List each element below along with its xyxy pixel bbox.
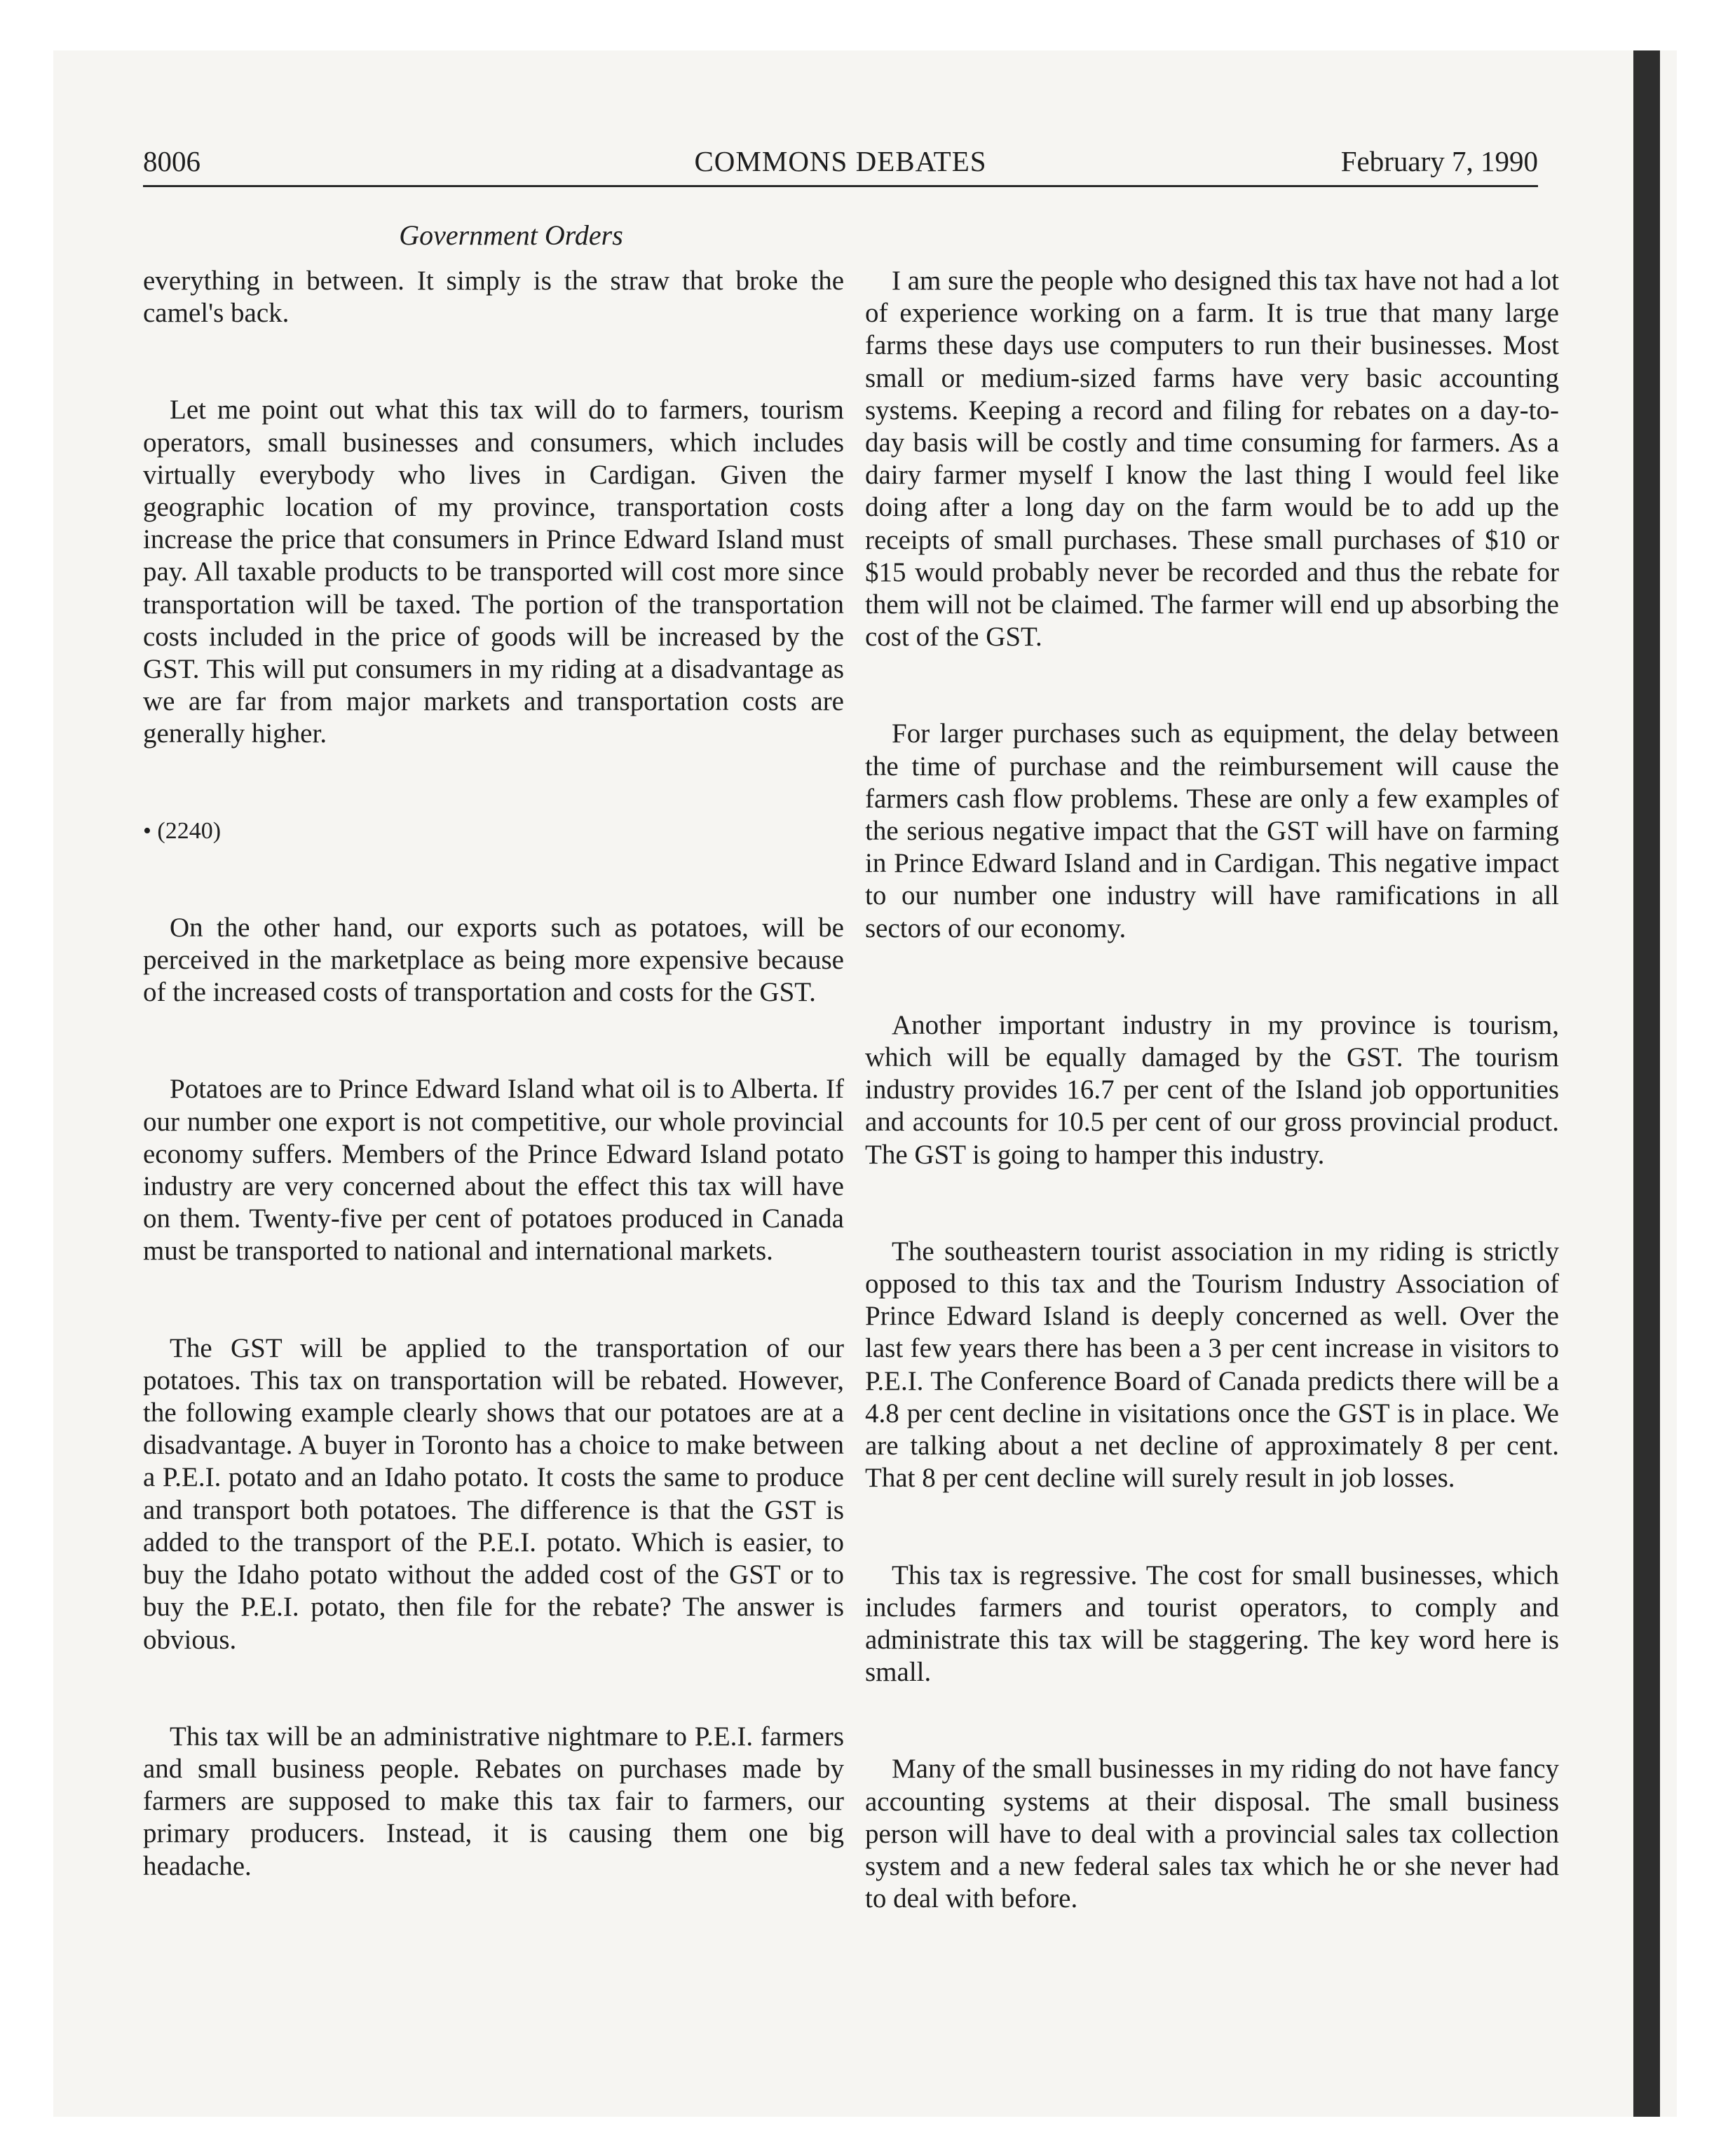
paragraph: Another important industry in my province is tourism, which will be equally damaged by the GST. The tourism industry provides 16.7 per cent of the Island job opportunities and accounts for 10.5 per cent of our gross provincial product. The GST is going to hamper this industry. (865, 1009, 1559, 1170)
paragraph: Potatoes are to Prince Edward Island what oil is to Alberta. If our number one export is not competitive, our whole provincial economy suffers. Members of the Prince Edward Island potato industry are very concerned about the effect this tax will have on them. Twenty-five per cent of potatoes produced in Canada must be transported to national and international markets. (143, 1074, 844, 1267)
page-number: 8006 (143, 145, 200, 177)
paragraph: This tax will be an administrative nightmare to P.E.I. farmers and small business people. Rebates on purchases made by farmers are supposed to make this tax fair to farmers, our primary producers. Instead, it is causing them one big headache. (143, 1721, 844, 1881)
paragraph: The southeastern tourist association in my riding is strictly opposed to this tax and the Tourism Industry Association of Prince Edward Island is deeply concerned as well. Over the last few years there has been a 3 per cent increase in visitors to P.E.I. The Conference Board of Canada predicts there will be a 4.8 per cent decline in visitations once the GST is in place. We are talking about a net decline of approximately 8 per cent. That 8 per cent decline will surely result in job losses. (865, 1236, 1559, 1494)
section-title: Government Orders (399, 219, 623, 251)
time-marker: • (2240) (143, 817, 222, 844)
paragraph: Many of the small businesses in my riding do not have fancy accounting systems at their disposal. The small business person will have to deal with a provincial sales tax collection system and a new federal sales tax which he or she never had to deal with before. (865, 1754, 1559, 1914)
paragraph: I am sure the people who designed this tax have not had a lot of experience working on a farm. It is true that many large farms these days use computers to run their businesses. Most small or medium-sized farms have very basic accounting systems. Keeping a record and filing for rebates on a day-to-day basis will be costly and time consuming for farmers. As a dairy farmer myself I know the last thing I would feel like doing after a long day on the farm would be to add up the receipts of small purchases. These small purchases of $10 or $15 would probably never be recorded and thus the rebate for them will not be claimed. The farmer will end up absorbing the cost of the GST. (865, 266, 1559, 653)
left-column (143, 265, 844, 1947)
page-header (143, 137, 1538, 186)
header-rule (143, 185, 1538, 187)
paragraph: The GST will be applied to the transportation of our potatoes. This tax on transportation will be rebated. However, the following example clearly shows that our potatoes are at a disadvantage. A buyer in Toronto has a choice to make between a P.E.I. potato and an Idaho potato. It costs the same to produce and transport both potatoes. The difference is that the GST is added to the transport of the P.E.I. potato. Which is easier, to buy the Idaho potato without the added cost of the GST or to buy the P.E.I. potato, then file for the rebate? The answer is obvious. (143, 1332, 844, 1655)
paragraph: Let me point out what this tax will do to farmers, tourism operators, small businesses and consumers, which includes virtually everybody who lives in Cardigan. Given the geographic location of my province, transportation costs increase the price that consumers in Prince Edward Island must pay. All taxable products to be transported will cost more since transportation will be taxed. The portion of the transportation costs included in the price of goods will be increased by the GST. This will put consumers in my riding at a disadvantage as we are far from major markets and transportation costs are generally higher. (143, 395, 844, 749)
paragraph: This tax is regressive. The cost for small businesses, which includes farmers and tourist operators, to comply and administrate this tax will be staggering. The key word here is small. (865, 1560, 1559, 1688)
publication-date: February 7, 1990 (1340, 145, 1538, 177)
publication-title: COMMONS DEBATES (694, 145, 987, 177)
paragraph: everything in between. It simply is the straw that broke the camel's back. (143, 266, 844, 329)
scan-edge-shadow (1633, 50, 1660, 2117)
paragraph: For larger purchases such as equipment, the delay between the time of purchase and the reimbursement will cause the farmers cash flow problems. These are only a few examples of the serious negative impact that the GST will have on farming in Prince Edward Island and in Cardigan. This negative impact to our number one industry will have ramifications in all sectors of our economy. (865, 718, 1559, 943)
right-column (865, 265, 1559, 1979)
paragraph: On the other hand, our exports such as potatoes, will be perceived in the marketplace as being more expensive because of the increased costs of transportation and costs for the GST. (143, 912, 844, 1008)
